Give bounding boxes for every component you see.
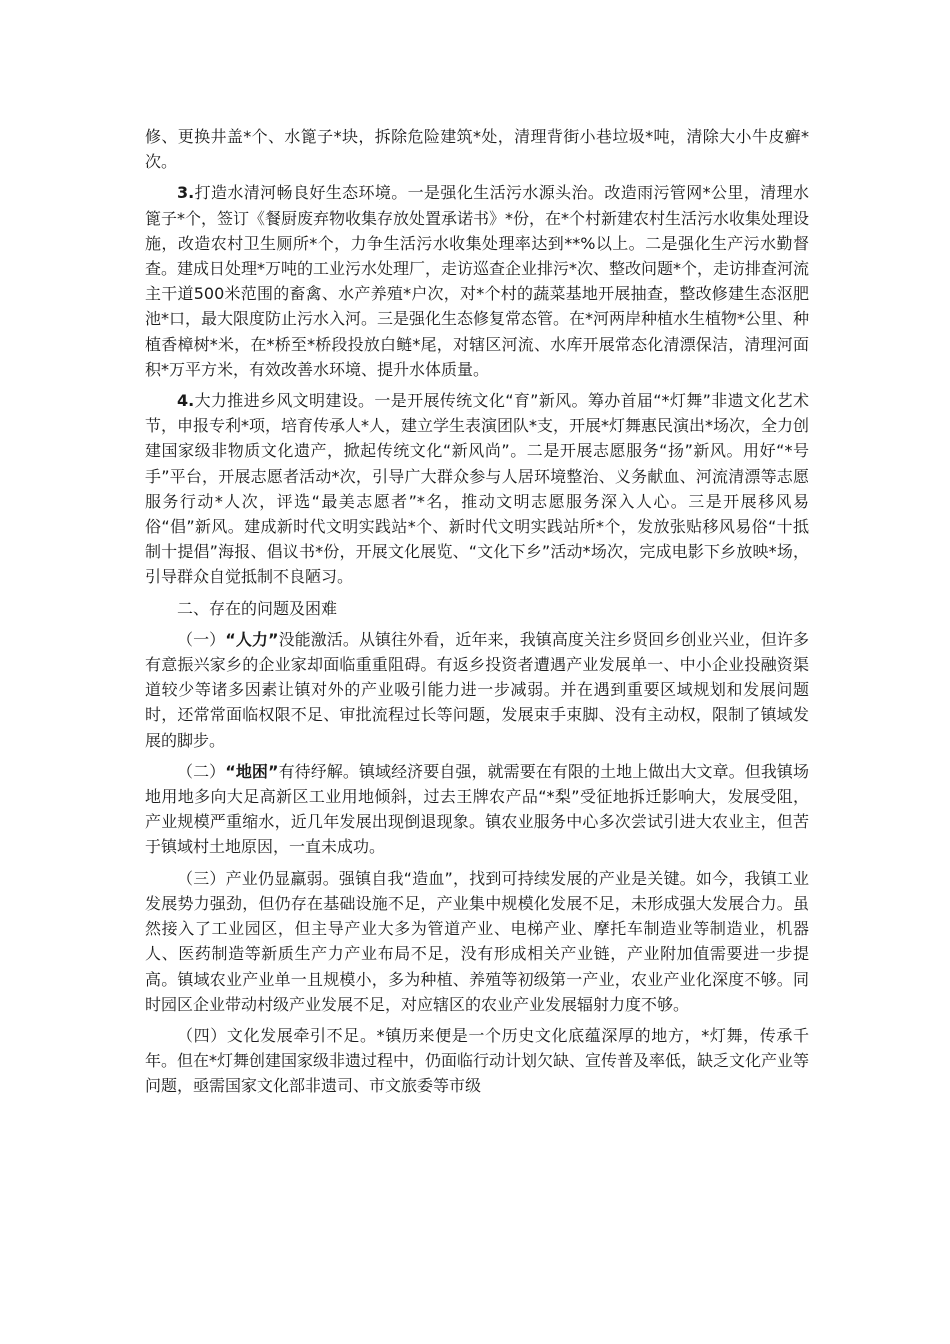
item-prefix: （二） <box>177 761 226 781</box>
item-number: 4. <box>177 391 195 411</box>
section-heading-text: 二、存在的问题及困难 <box>177 598 338 618</box>
paragraph-text: 打造水清河畅良好生态环境。一是强化生活污水源头治。改造雨污管网*公里，清理水篦子*个，签订《餐厨废弃物收集存放处置承诺书》*份，在*个村新建农村生活污水收集处理设施，改造农村卫生厕所*个，力争生活污水收集处理率达到**%以上。二是强化生产污水勤督查。建成日处理*万吨的工业污水处理厂，走访巡查企业排污*次、整改问题*个，走访排查河流主干道500米范围的畜禽、水产养殖*户次，对*个村的蔬菜基地开展抽查，整改修建生态沤肥池*口，最大限度防止污水入河。三是强化生态修复常态管。在*河两岸种植水生植物*公里、种植香樟树*米，在*桥至*桥段投放白鲢*尾，对辖区河流、水库开展常态化清漂保洁，清理河面积*万平方米，有效改善水环境、提升水体质量。 <box>145 183 810 379</box>
item-prefix: （一） <box>177 629 226 649</box>
paragraph-problem-2 <box>145 759 809 860</box>
item-lead: “人力” <box>225 629 279 649</box>
paragraph-problem-4 <box>145 1023 809 1099</box>
paragraph-text: 修、更换井盖*个、水篦子*块，拆除危险建筑*处，清理背街小巷垃圾*吨，清除大小牛皮癣*次。 <box>145 127 809 172</box>
section-heading-problems <box>145 596 809 621</box>
document-page <box>145 124 809 1105</box>
paragraph-text: （三）产业仍显羸弱。强镇自我“造血”，找到可持续发展的产业是关键。如今，我镇工业发展势力强劲，但仍存在基础设施不足，产业集中规模化发展不足，未形成强大发展合力。虽然接入了工业园区，但主导产业大多为管道产业、电梯产业、摩托车制造业等制造业，机器人、医药制造等新质生产力产业布局不足，没有形成相关产业链，产业附加值需要进一步提高。镇域农业产业单一且规模小，多为种植、养殖等初级第一产业，农业产业化深度不够。同时园区企业带动村级产业发展不足，对应辖区的农业产业发展辐射力度不够。 <box>145 868 809 1014</box>
paragraph-text: 没能激活。从镇往外看，近年来，我镇高度关注乡贤回乡创业兴业，但许多有意振兴家乡的企业家却面临重重阻碍。有返乡投资者遭遇产业发展单一、中小企业投融资渠道较少等诸多因素让镇对外的产业吸引能力进一步减弱。并在遇到重要区域规划和发展问题时，还常常面临权限不足、审批流程过长等问题，发展束手束脚、没有主动权，限制了镇域发展的脚步。 <box>145 629 809 750</box>
paragraph-3-ecology <box>145 180 809 382</box>
paragraph-continuation <box>145 124 809 174</box>
item-lead: “地困” <box>225 761 279 781</box>
paragraph-4-civility <box>145 388 809 590</box>
paragraph-text: （四）文化发展牵引不足。*镇历来便是一个历史文化底蕴深厚的地方，*灯舞，传承千年。但在*灯舞创建国家级非遗过程中，仍面临行动计划欠缺、宣传普及率低，缺乏文化产业等问题，亟需国家文化部非遗司、市文旅委等市级 <box>145 1025 810 1096</box>
paragraph-problem-3 <box>145 866 809 1017</box>
paragraph-text: 有待纾解。镇域经济要自强，就需要在有限的土地上做出大文章。但我镇场地用地多向大足高新区工业用地倾斜，过去王牌农产品“*梨”受征地拆迁影响大，发展受阻，产业规模严重缩水，近几年发展出现倒退现象。镇农业服务中心多次尝试引进大农业主，但苦于镇域村土地原因，一直未成功。 <box>145 761 809 857</box>
paragraph-problem-1 <box>145 627 809 753</box>
item-number: 3. <box>177 183 195 203</box>
paragraph-text: 大力推进乡风文明建设。一是开展传统文化“育”新风。筹办首届“*灯舞”非遗文化艺术节，申报专利*项，培育传承人*人，建立学生表演团队*支，开展*灯舞惠民演出*场次，全力创建国家级非物质文化遗产，掀起传统文化“新风尚”。二是开展志愿服务“扬”新风。用好“*号手”平台，开展志愿者活动*次，引导广大群众参与人居环境整治、义务献血、河流清漂等志愿服务行动*人次，评选“最美志愿者”*名，推动文明志愿服务深入人心。三是开展移风易俗“倡”新风。建成新时代文明实践站*个、新时代文明实践站所*个，发放张贴移风易俗“十抵制十提倡”海报、倡议书*份，开展文化展览、“文化下乡”活动*场次，完成电影下乡放映*场，引导群众自觉抵制不良陋习。 <box>145 391 810 587</box>
